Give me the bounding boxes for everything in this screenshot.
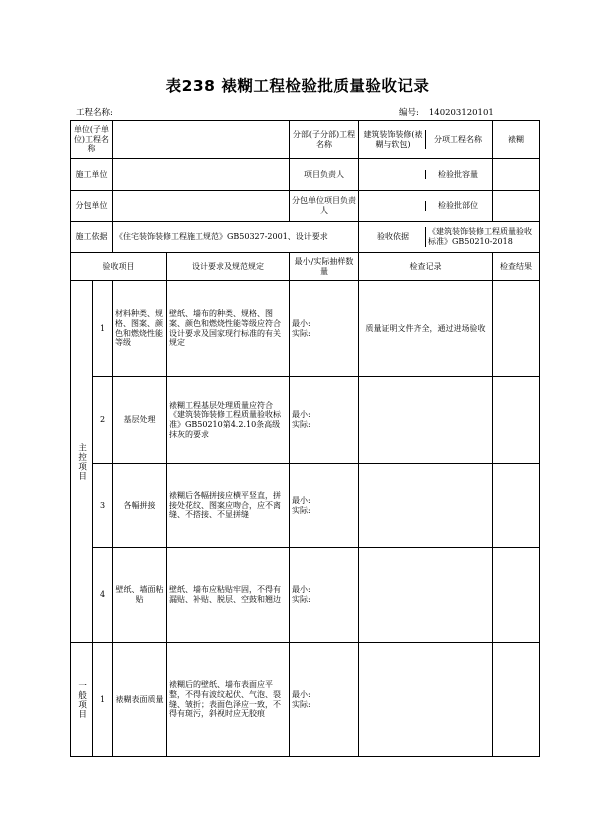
project-lead-value[interactable] [361, 170, 426, 180]
col-header-requirement: 设计要求及规范规定 [167, 253, 290, 281]
unit-value-cell[interactable] [113, 121, 290, 159]
item-value-cell: 裱糊 [493, 121, 540, 159]
subcontract-unit-value[interactable] [113, 191, 290, 222]
serial-value: 140203120101 [428, 108, 494, 118]
acceptance-basis-cell [359, 222, 540, 253]
acceptance-record-table [70, 120, 540, 757]
project-name-label: 工程名称: [76, 108, 113, 118]
table-row [71, 377, 540, 464]
basis-value: 《住宅装饰装修工程施工规范》GB50327-2001、设计要求 [113, 222, 359, 253]
row-number: 1 [93, 643, 113, 757]
col-header-sample: 最小/实际抽样数量 [290, 253, 359, 281]
row-number: 1 [93, 281, 113, 377]
main-items-label-cell [71, 281, 93, 643]
project-lead-value-cell [359, 159, 493, 191]
subcontract-lead-value-cell [359, 191, 493, 222]
sample-cell[interactable]: 最小: 实际: [290, 281, 359, 377]
sample-cell[interactable]: 最小: 实际: [290, 377, 359, 464]
subdivision-value-cell [359, 121, 493, 159]
subcontract-lead-value[interactable] [361, 201, 426, 211]
batch-capacity-value[interactable] [493, 159, 540, 191]
check-record[interactable] [359, 548, 493, 643]
check-record[interactable] [359, 377, 493, 464]
item-label: 分项工程名称 [434, 134, 482, 144]
col-header-result: 检查结果 [493, 253, 540, 281]
general-items-label: 一般项目 [76, 680, 87, 719]
subdivision-value: 建筑装饰装修(裱糊与软包) [361, 130, 426, 149]
check-record[interactable] [359, 643, 493, 757]
item-name: 壁纸、墙面粘贴 [113, 548, 167, 643]
check-result[interactable] [493, 464, 540, 548]
item-requirement: 裱糊后的壁纸、墙布表面应平整，不得有波纹起伏、气泡、裂缝、皱折；表面色泽应一致，不得有斑污，斜视时应无胶痕 [167, 643, 290, 757]
construction-unit-value[interactable] [113, 159, 290, 191]
subdivision-label-cell: 分部(子分部)工程名称 [290, 121, 359, 159]
subcontract-unit-label: 分包单位 [71, 191, 113, 222]
sample-cell[interactable]: 最小: 实际: [290, 464, 359, 548]
acceptance-basis-value: 《建筑装饰装修工程质量验收标准》GB50210-2018 [428, 227, 532, 246]
item-requirement: 壁纸、墙布的种类、规格、图案、颜色和燃烧性能等级应符合设计要求及国家现行标准的有关规定 [167, 281, 290, 377]
check-result[interactable] [493, 281, 540, 377]
page-title: 表238 裱糊工程检验批质量验收记录 [165, 77, 430, 95]
item-requirement: 裱糊后各幅拼接应横平竖直，拼接处花纹、图案应吻合，应不离缝、不搭接、不显拼缝 [167, 464, 290, 548]
construction-unit-label: 施工单位 [71, 159, 113, 191]
row-number: 3 [93, 464, 113, 548]
main-items-label: 主控项目 [76, 442, 87, 481]
check-result[interactable] [493, 643, 540, 757]
sample-cell[interactable]: 最小: 实际: [290, 643, 359, 757]
basis-label: 施工依据 [71, 222, 113, 253]
item-name: 各幅拼接 [113, 464, 167, 548]
project-lead-label: 项目负责人 [290, 159, 359, 191]
col-header-item: 验收项目 [71, 253, 167, 281]
table-row [71, 281, 540, 377]
unit-label-cell: 单位(子单位)工程名称 [71, 121, 113, 159]
item-name: 裱糊表面质量 [113, 643, 167, 757]
item-requirement: 壁纸、墙布应粘贴牢固，不得有漏贴、补贴、脱层、空鼓和翘边 [167, 548, 290, 643]
table-row [71, 548, 540, 643]
serial-label: 编号: [399, 108, 419, 118]
check-record[interactable]: 质量证明文件齐全，通过进场验收 [359, 281, 493, 377]
item-name: 基层处理 [113, 377, 167, 464]
subcontract-lead-label: 分包单位项目负责人 [290, 191, 359, 222]
table-row [71, 464, 540, 548]
col-header-record: 检查记录 [359, 253, 493, 281]
sample-cell[interactable]: 最小: 实际: [290, 548, 359, 643]
batch-part-value[interactable] [493, 191, 540, 222]
row-number: 4 [93, 548, 113, 643]
check-record[interactable] [359, 464, 493, 548]
table-row [71, 643, 540, 757]
item-requirement: 裱糊工程基层处理质量应符合《建筑装饰装修工程质量验收标准》GB50210第4.2.10条高级抹灰的要求 [167, 377, 290, 464]
item-name: 材料种类、规格、图案、颜色和燃烧性能等级 [113, 281, 167, 377]
acceptance-basis-label: 验收依据 [361, 227, 426, 246]
row-number: 2 [93, 377, 113, 464]
batch-part-label: 检验批部位 [438, 201, 478, 211]
batch-capacity-label: 检验批容量 [438, 169, 478, 179]
check-result[interactable] [493, 377, 540, 464]
check-result[interactable] [493, 548, 540, 643]
serial-number [399, 106, 494, 118]
general-items-label-cell [71, 643, 93, 757]
